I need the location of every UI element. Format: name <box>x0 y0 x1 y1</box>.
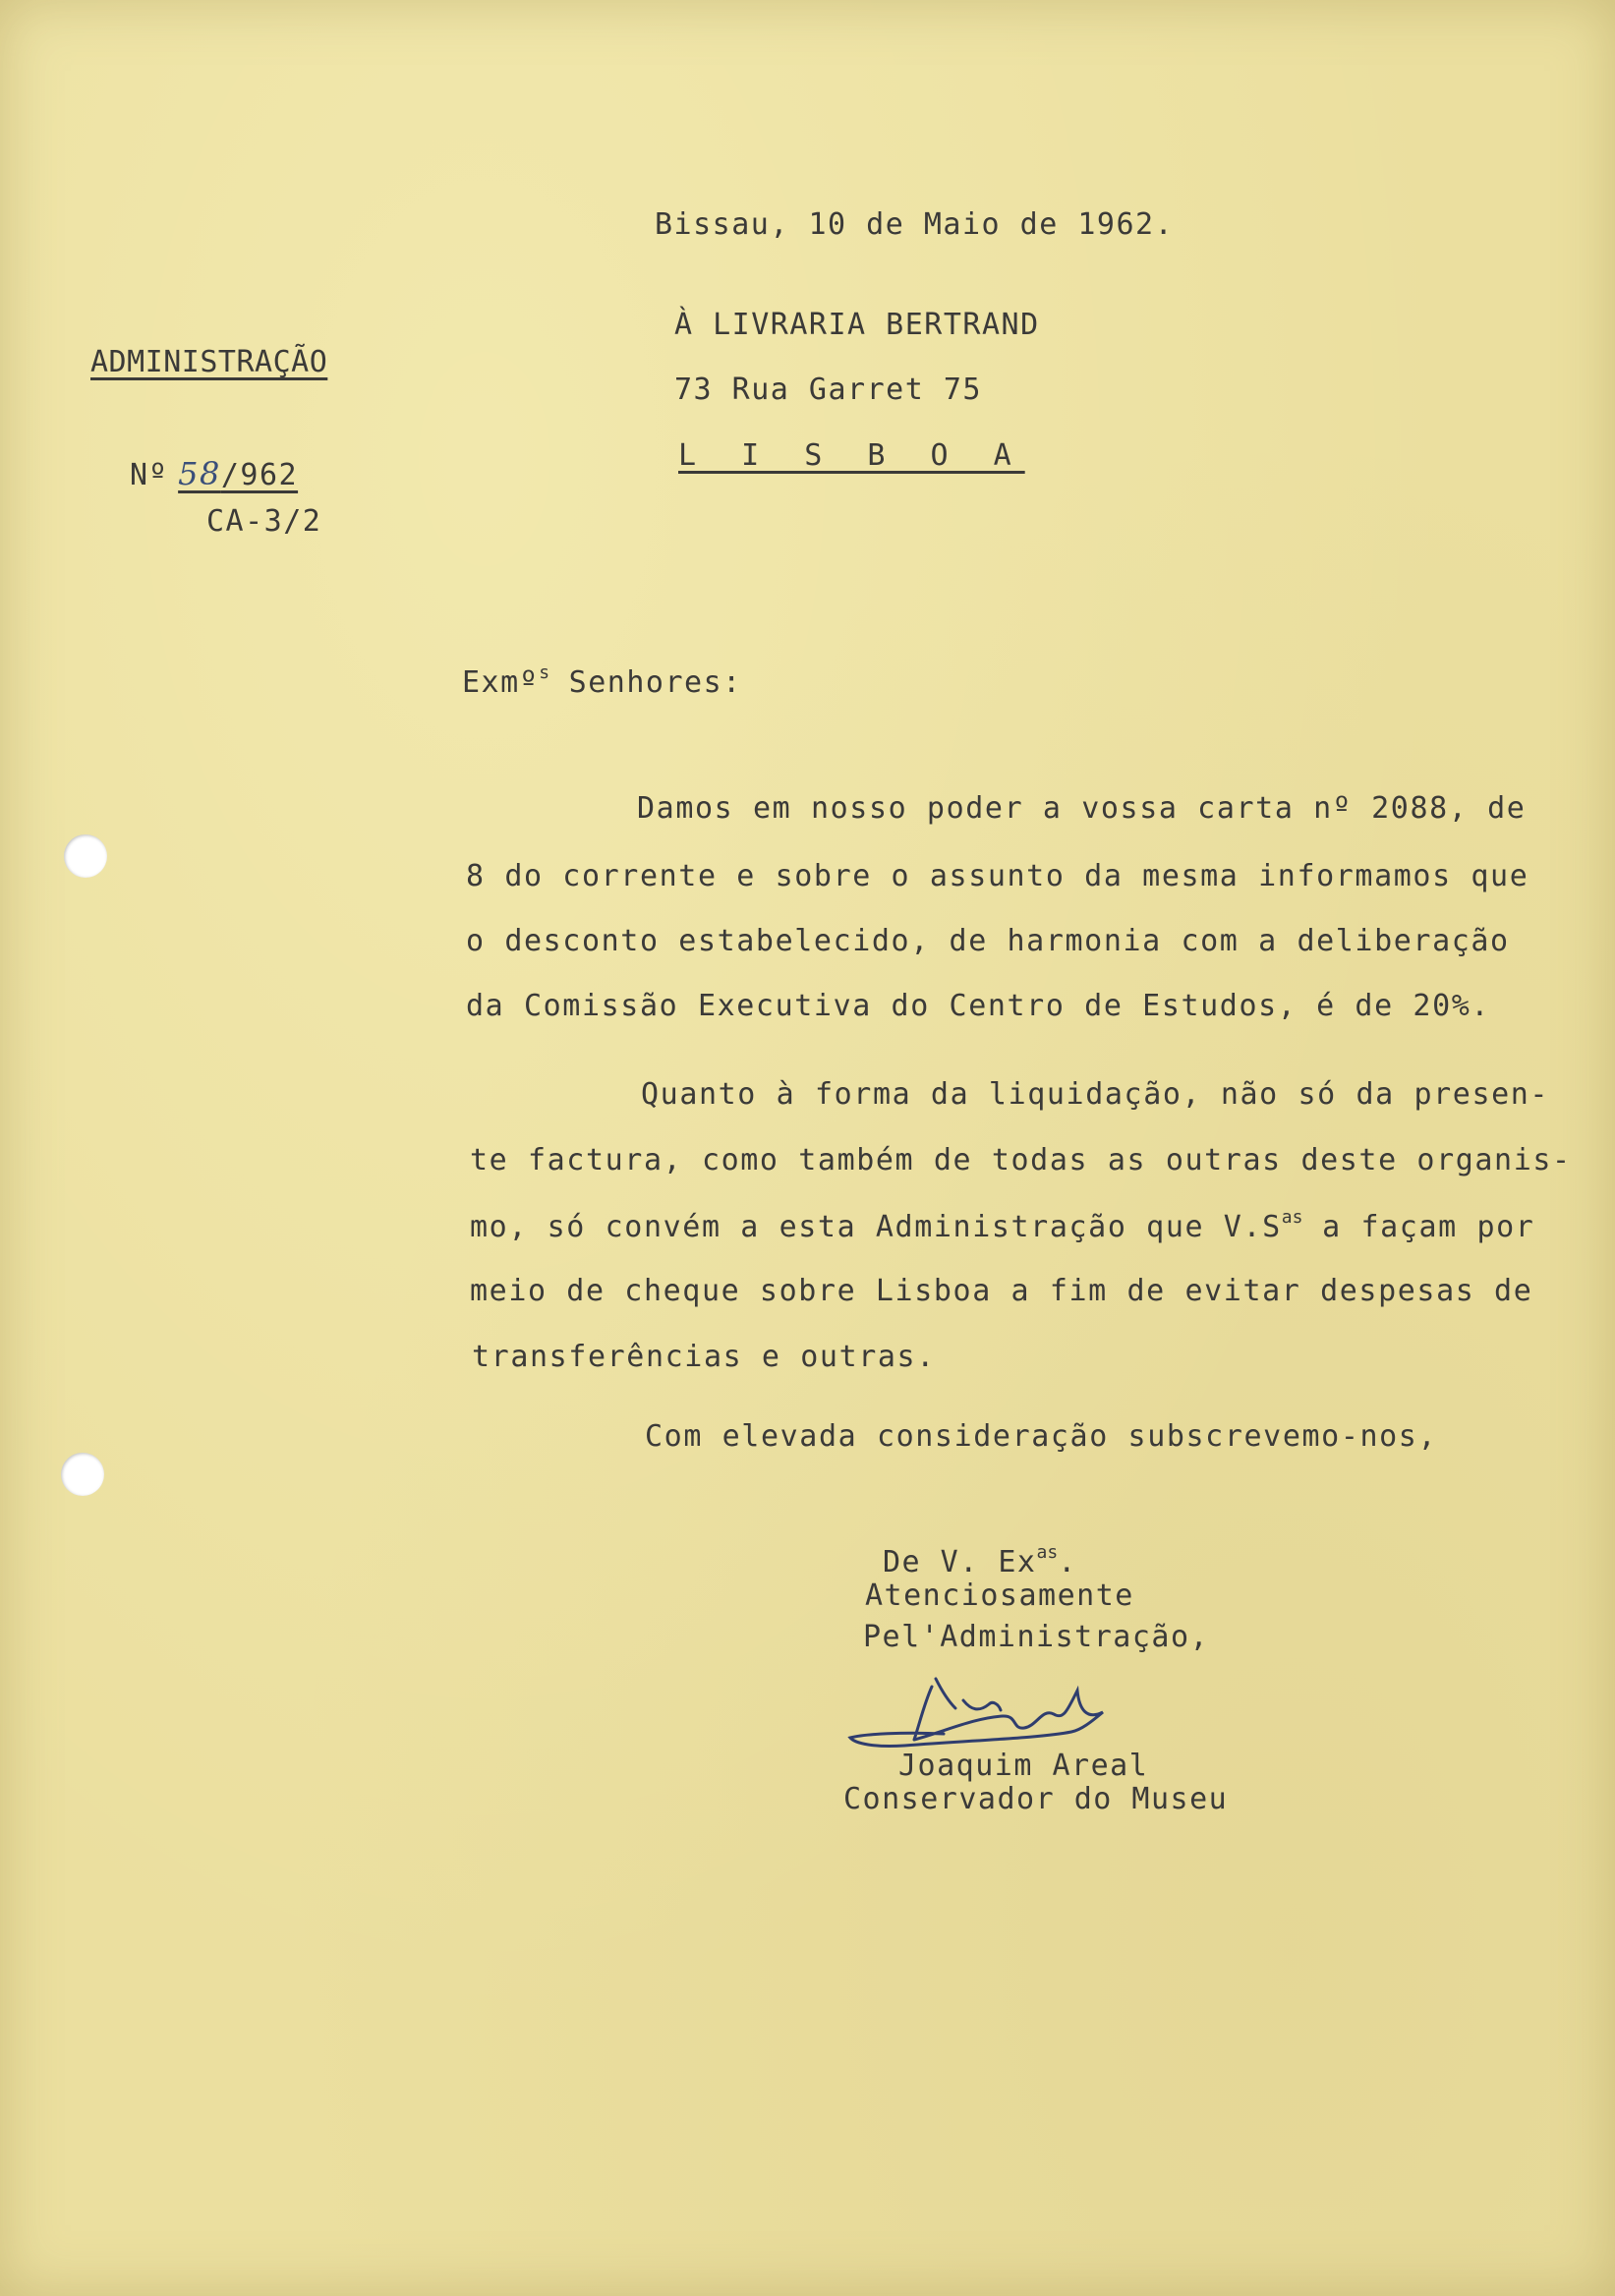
ref-prefix: Nº <box>130 458 169 492</box>
ref-number-handwritten: 58 <box>178 455 221 492</box>
paragraph1-line1: Damos em nosso poder a vossa carta nº 2088, de <box>637 791 1527 826</box>
recipient-city: L I S B O A <box>678 438 1025 473</box>
ref-year: /962 <box>220 458 299 492</box>
ref-number-line <box>168 455 299 492</box>
paragraph1-line4: da Comissão Executiva do Centro de Estudos, é de 20%. <box>466 989 1491 1023</box>
paragraph2-line3-start: mo, só convém a esta Administração que V.S <box>470 1210 1282 1244</box>
punch-hole-top <box>64 834 107 878</box>
signature-stroke-accent <box>936 1679 1001 1710</box>
recipient-name: À LIVRARIA BERTRAND <box>674 308 1040 342</box>
signoff-line2: Atenciosamente <box>865 1578 1134 1613</box>
paragraph2-line2: te factura, como também de todas as outras deste organis- <box>470 1143 1572 1177</box>
paragraph1-line3: o desconto estabelecido, de harmonia com a deliberação <box>466 924 1510 958</box>
reference-number <box>130 455 299 492</box>
paragraph2-line3 <box>470 1207 1535 1244</box>
signoff-line1 <box>883 1542 1077 1579</box>
paragraph2-line4: meio de cheque sobre Lisboa a fim de evitar despesas de <box>470 1274 1533 1308</box>
place-date: Bissau, 10 de Maio de 1962. <box>655 207 1175 242</box>
paragraph2-line3-end: a façam por <box>1302 1210 1535 1244</box>
recipient-address: 73 Rua Garret 75 <box>674 373 982 407</box>
paragraph1-line2: 8 do corrente e sobre o assunto da mesma informamos que <box>466 859 1529 893</box>
signer-name: Joaquim Areal <box>898 1749 1149 1783</box>
signer-title: Conservador do Museu <box>843 1782 1229 1816</box>
department-heading: ADMINISTRAÇÃO <box>90 345 328 379</box>
reference-code: CA-3/2 <box>206 504 322 539</box>
salutation-rest: Senhores: <box>549 665 742 700</box>
signoff-line1-start: De V. Ex <box>883 1545 1037 1579</box>
salutation-prefix: Exmº <box>462 665 540 700</box>
signoff-line1-sup: as <box>1036 1542 1059 1563</box>
paragraph2-line3-sup: as <box>1281 1207 1303 1228</box>
punch-hole-bottom <box>61 1453 104 1496</box>
paragraph2-line5: transferências e outras. <box>472 1340 936 1374</box>
signature-stroke-main <box>850 1687 1103 1747</box>
salutation <box>462 662 742 700</box>
paragraph2-line1: Quanto à forma da liquidação, não só da presen- <box>641 1077 1550 1112</box>
signoff-line1-end: . <box>1058 1545 1077 1579</box>
salutation-sup: s <box>539 662 550 683</box>
closing-line: Com elevada consideração subscrevemo-nos, <box>645 1419 1438 1454</box>
signoff-line3: Pel'Administração, <box>863 1620 1210 1654</box>
